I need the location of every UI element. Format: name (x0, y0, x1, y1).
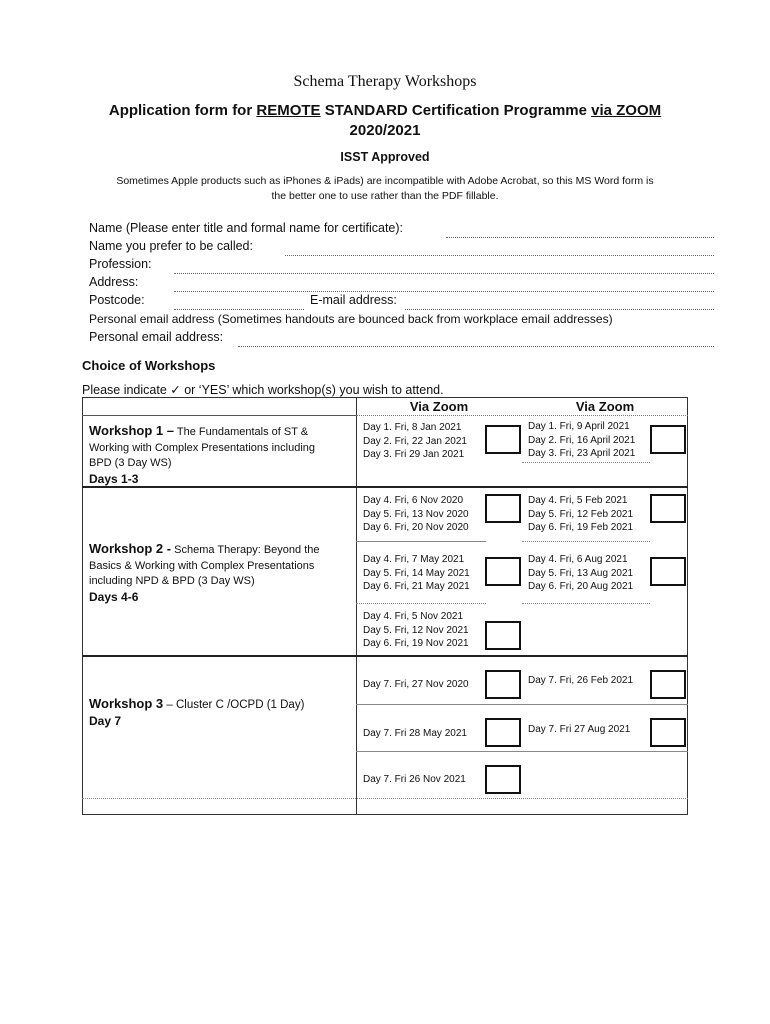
form-heading: Application form for REMOTE STANDARD Certification Programme via ZOOM (108, 102, 662, 119)
note-line-2: the better one to use rather than the PDF fillable. (271, 190, 499, 202)
profession-label: Profession: (89, 257, 152, 271)
ws3-option-2-checkbox[interactable] (650, 670, 686, 699)
ws2-option-5-checkbox[interactable] (485, 621, 521, 650)
form-year: 2020/2021 (349, 122, 421, 139)
ws3-option-1-checkbox[interactable] (485, 670, 521, 699)
ws3-option-3-checkbox[interactable] (485, 718, 521, 747)
row-divider-3 (82, 798, 688, 799)
row-divider-2 (82, 655, 688, 657)
email-field[interactable] (405, 309, 714, 310)
col2-header: Via Zoom (575, 399, 635, 414)
name-field[interactable] (446, 237, 714, 238)
email-label: E-mail address: (310, 293, 397, 307)
preferred-name-label: Name you prefer to be called: (89, 239, 253, 253)
isst-approved: ISST Approved (340, 150, 430, 164)
ws2-date-group-1: Day 4. Fri, 6 Nov 2020 Day 5. Fri, 13 Nov 2020 Day 6. Fri, 20 Nov 2020 (363, 495, 469, 533)
ws3-date-2: Day 7. Fri, 26 Feb 2021 (528, 675, 634, 686)
postcode-field[interactable] (174, 309, 304, 310)
choice-heading: Choice of Workshops (82, 358, 216, 373)
address-field[interactable] (174, 291, 714, 292)
col1-header: Via Zoom (409, 399, 469, 414)
workshop-3-days: Day 7 (89, 714, 122, 728)
ws1-date-group-2: Day 1. Fri, 9 April 2021 Day 2. Fri, 16 April 2021 Day 3. Fri, 23 April 2021 (528, 421, 636, 459)
ws2-date-group-2: Day 4. Fri, 7 May 2021 Day 5. Fri, 14 May 2021 Day 6. Fri, 21 May 2021 (363, 554, 470, 592)
heading-zoom: via ZOOM (591, 102, 662, 119)
table-column-divider (356, 397, 357, 815)
ws3-date-5: Day 7. Fri 26 Nov 2021 (363, 774, 466, 785)
workshop-2-label: Workshop 2 - Schema Therapy: Beyond the Basics & Working with Complex Presentations including NPD & BPD (3 Day WS) Days 4-6 (89, 541, 320, 604)
workshop-2-days: Days 4-6 (89, 589, 139, 604)
address-label: Address: (89, 275, 139, 289)
name-label: Name (Please enter title and formal name for certificate): (89, 221, 404, 235)
ws2-option-3-checkbox[interactable] (485, 557, 521, 586)
preferred-name-field[interactable] (285, 255, 714, 256)
ws2-option-1-checkbox[interactable] (485, 494, 521, 523)
check-mark-icon: ✓ (170, 383, 181, 397)
personal-email-label: Personal email address: (89, 330, 224, 344)
header-row-divider (356, 415, 688, 416)
ws1-date-group-1: Day 1. Fri, 8 Jan 2021 Day 2. Fri, 22 Jan 2021 Day 3. Fri 29 Jan 2021 (363, 422, 467, 460)
ws1-option-1-checkbox[interactable] (485, 425, 521, 454)
ws3-option-5-checkbox[interactable] (485, 765, 521, 794)
ws2-option-4-checkbox[interactable] (650, 557, 686, 586)
document-title: Schema Therapy Workshops (293, 73, 477, 90)
profession-field[interactable] (174, 273, 714, 274)
personal-email-field[interactable] (238, 346, 714, 347)
ws3-option-4-checkbox[interactable] (650, 718, 686, 747)
choice-instruction: Please indicate ✓ or ‘YES’ which workshop(s) you wish to attend. (82, 383, 444, 397)
ws3-date-3: Day 7. Fri 28 May 2021 (363, 728, 467, 739)
workshop-1-label: Workshop 1 – The Fundamentals of ST & Working with Complex Presentations including BPD (3 Day WS) Days 1-3 (89, 423, 316, 486)
heading-remote: REMOTE (256, 102, 321, 119)
ws3-date-4: Day 7. Fri 27 Aug 2021 (528, 724, 631, 735)
postcode-label: Postcode: (89, 293, 145, 307)
ws2-date-group-3: Day 4. Fri, 5 Nov 2021 Day 5. Fri, 12 Nov 2021 Day 6. Fri, 19 Nov 2021 (363, 611, 469, 649)
personal-email-note: Personal email address (Sometimes handouts are bounced back from workplace email addresses) (89, 312, 613, 326)
workshop-1-days: Days 1-3 (89, 471, 139, 486)
note-line-1: Sometimes Apple products such as iPhones & iPads) are incompatible with Adobe Acrobat, so this MS Word form is (116, 175, 654, 187)
ws3-date-1: Day 7. Fri, 27 Nov 2020 (363, 679, 469, 690)
ws2-date-group-4: Day 4. Fri, 5 Feb 2021 Day 5. Fri, 12 Feb 2021 Day 6. Fri, 19 Feb 2021 (528, 495, 634, 533)
ws2-option-2-checkbox[interactable] (650, 494, 686, 523)
ws1-option-2-checkbox[interactable] (650, 425, 686, 454)
ws2-date-group-5: Day 4. Fri, 6 Aug 2021 Day 5. Fri, 13 Aug 2021 Day 6. Fri, 20 Aug 2021 (528, 554, 634, 592)
workshop-3-label: Workshop 3 – Cluster C /OCPD (1 Day) Day 7 (89, 696, 305, 728)
